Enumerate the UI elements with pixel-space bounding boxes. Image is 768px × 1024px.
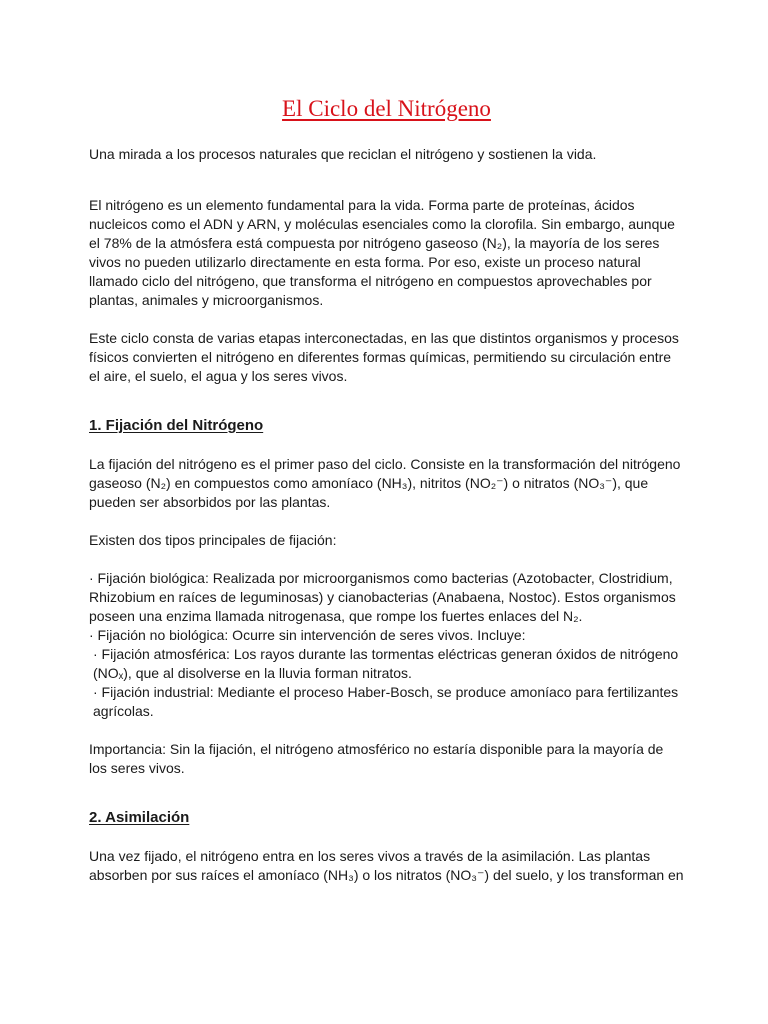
intro-paragraph-2: Este ciclo consta de varias etapas interconectadas, en las que distintos organismos y procesos físicos convierten el nitrógeno en diferentes formas químicas, permitiendo su circulación entre el aire, el suelo, el agua y los seres vivos.: [89, 330, 679, 384]
intro-paragraph-1: El nitrógeno es un elemento fundamental para la vida. Forma parte de proteínas, ácidos nucleicos como el ADN y ARN, y moléculas esenciales como la clorofila. Sin embargo, aunque el 78% de la atmósfera está compuesta por nitrógeno gaseoso (N₂), la mayoría de los seres vivos no pueden utilizarlo directamente en esta forma. Por eso, existe un proceso natural llamado ciclo del nitrógeno, que transforma el nitrógeno en compuestos aprovechables por plantas, animales y microorganismos.: [89, 197, 675, 308]
list-item: · Fijación atmosférica: Los rayos durante las tormentas eléctricas generan óxidos de nitrógeno (NOₓ), que al disolverse en la lluvia forman nitratos.: [93, 646, 679, 681]
spacer: [89, 310, 684, 329]
document-subtitle: Una mirada a los procesos naturales que reciclan el nitrógeno y sostienen la vida.: [89, 146, 597, 162]
list-item: · Fijación industrial: Mediante el proceso Haber-Bosch, se produce amoníaco para fertilizantes agrícolas.: [93, 684, 679, 719]
spacer: [89, 550, 684, 569]
asimilacion-paragraph-1: Una vez fijado, el nitrógeno entra en los seres vivos a través de la asimilación. Las plantas absorben por sus raíces el amoníaco (NH₃) o los nitratos (NO₃⁻) del suelo, y los transforman en: [89, 848, 684, 883]
list-item: · Fijación biológica: Realizada por microorganismos como bacterias (Azotobacter, Clostridium, Rhizobium en raíces de leguminosas) y cianobacterias (Anabaena, Nostoc). Estos organismos poseen una enzima llamada nitrogenasa, que rompe los fuertes enlaces del N₂.: [89, 570, 676, 624]
list-item: · Fijación no biológica: Ocurre sin intervención de seres vivos. Incluye:: [89, 627, 526, 643]
fijacion-type-list: [89, 569, 684, 721]
document-title: El Ciclo del Nitrógeno: [282, 96, 491, 121]
section-heading-asimilacion: 2. Asimilación: [89, 809, 190, 826]
spacer: [89, 721, 684, 740]
spacer: [89, 828, 684, 847]
spacer: [89, 512, 684, 531]
fijacion-paragraph-2: Existen dos tipos principales de fijación:: [89, 532, 337, 548]
spacer: [89, 164, 684, 196]
fijacion-importance: Importancia: Sin la fijación, el nitrógeno atmosférico no estaría disponible para la mayoría de los seres vivos.: [89, 741, 664, 776]
section-heading-fijacion: 1. Fijación del Nitrógeno: [89, 417, 264, 434]
fijacion-paragraph-1: La fijación del nitrógeno es el primer paso del ciclo. Consiste en la transformación del nitrógeno gaseoso (N₂) en compuestos como amoníaco (NH₃), nitritos (NO₂⁻) o nitratos (NO₃⁻), que pueden ser absorbidos por las plantas.: [89, 456, 681, 510]
spacer: [89, 436, 684, 455]
